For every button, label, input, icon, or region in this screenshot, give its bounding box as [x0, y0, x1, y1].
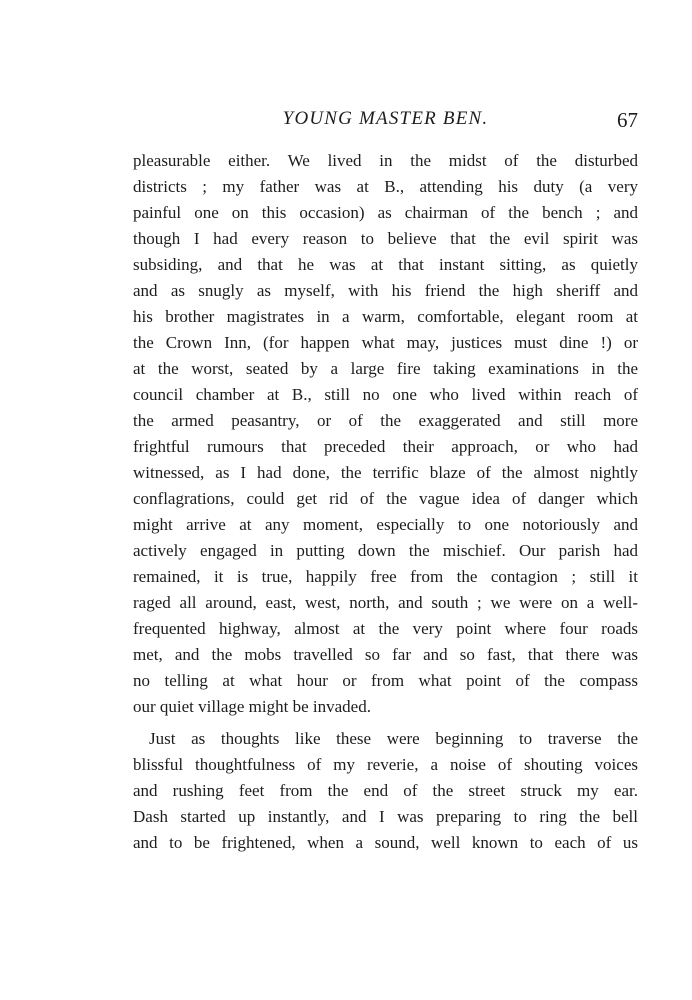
text-line: Dash started up instantly, and I was preparing to ring the bell: [133, 807, 638, 826]
text-line: witnessed, as I had done, the terrific blaze of the almost nightly: [133, 463, 638, 482]
page-number: 67: [617, 108, 638, 132]
text-line: conflagrations, could get rid of the vague idea of danger which: [133, 489, 638, 508]
body-text: [133, 148, 638, 856]
paragraph-1: [133, 148, 638, 720]
text-line: and to be frightened, when a sound, well known to each of us: [133, 833, 638, 852]
text-line: and rushing feet from the end of the street struck my ear.: [133, 781, 638, 800]
text-line: the armed peasantry, or of the exaggerated and still more: [133, 411, 638, 430]
text-line: might arrive at any moment, especially to one notoriously and: [133, 515, 638, 534]
text-line: raged all around, east, west, north, and south ; we were on a well-: [133, 593, 638, 612]
running-title: YOUNG MASTER BEN.: [282, 108, 489, 129]
text-line: council chamber at B., still no one who lived within reach of: [133, 385, 638, 404]
text-line: no telling at what hour or from what point of the compass: [133, 671, 638, 690]
text-line: at the worst, seated by a large fire taking examinations in the: [133, 359, 638, 378]
text-line: met, and the mobs travelled so far and so fast, that there was: [133, 645, 638, 664]
text-line: frightful rumours that preceded their approach, or who had: [133, 437, 638, 456]
running-head: [133, 108, 638, 136]
paragraph-2: [133, 726, 638, 856]
text-line: remained, it is true, happily free from the contagion ; still it: [133, 567, 638, 586]
text-line: his brother magistrates in a warm, comfortable, elegant room at: [133, 307, 638, 326]
text-line: blissful thoughtfulness of my reverie, a noise of shouting voices: [133, 755, 638, 774]
text-line: actively engaged in putting down the mischief. Our parish had: [133, 541, 638, 560]
text-line: though I had every reason to believe that the evil spirit was: [133, 229, 638, 248]
text-line: pleasurable either. We lived in the midst of the disturbed: [133, 151, 638, 170]
text-line: Just as thoughts like these were beginning to traverse the: [149, 729, 638, 748]
text-line: the Crown Inn, (for happen what may, justices must dine !) or: [133, 333, 638, 352]
text-line: districts ; my father was at B., attending his duty (a very: [133, 177, 638, 196]
text-line: frequented highway, almost at the very point where four roads: [133, 619, 638, 638]
text-line: painful one on this occasion) as chairman of the bench ; and: [133, 203, 638, 222]
text-line: subsiding, and that he was at that instant sitting, as quietly: [133, 255, 638, 274]
text-line: and as snugly as myself, with his friend the high sheriff and: [133, 281, 638, 300]
text-line: our quiet village might be invaded.: [133, 697, 371, 716]
